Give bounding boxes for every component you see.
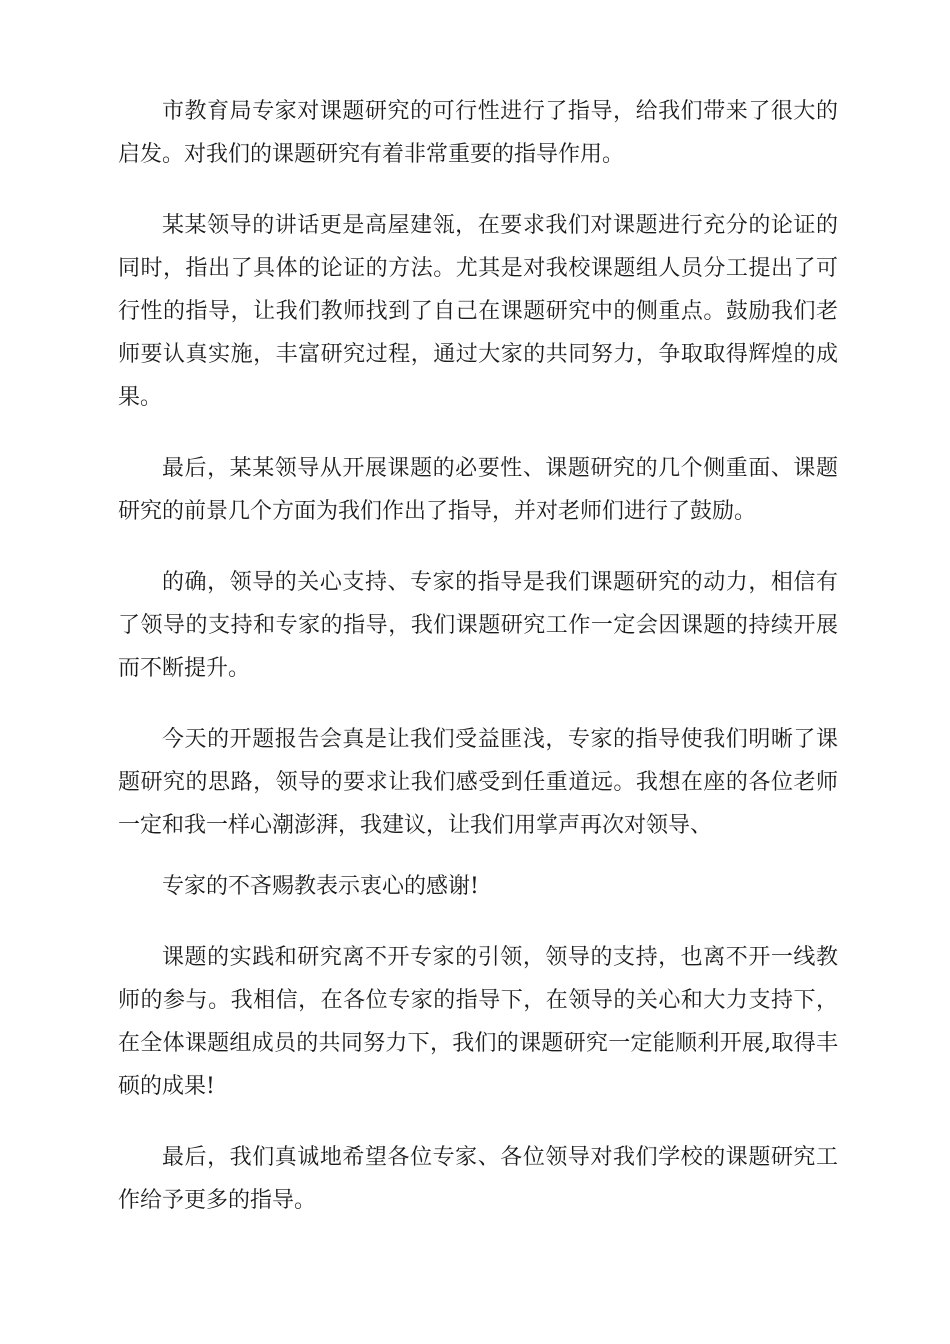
paragraph-4: 的确，领导的关心支持、专家的指导是我们课题研究的动力，相信有了领导的支持和专家的指导，我们课题研究工作一定会因课题的持续开展而不断提升。 xyxy=(118,570,838,681)
paragraph-8: 最后，我们真诚地希望各位专家、各位领导对我们学校的课题研究工作给予更多的指导。 xyxy=(118,1145,838,1213)
paragraph-2: 某某领导的讲话更是高屋建瓴，在要求我们对课题进行充分的论证的同时，指出了具体的论证的方法。尤其是对我校课题组人员分工提出了可行性的指导，让我们教师找到了自己在课题研究中的侧重点。鼓励我们老师要认真实施，丰富研究过程，通过大家的共同努力，争取取得辉煌的成果。 xyxy=(118,213,838,410)
paragraph-3: 最后，某某领导从开展课题的必要性、课题研究的几个侧重面、课题研究的前景几个方面为我们作出了指导，并对老师们进行了鼓励。 xyxy=(118,456,838,524)
paragraph-5: 今天的开题报告会真是让我们受益匪浅，专家的指导使我们明晰了课题研究的思路，领导的要求让我们感受到任重道远。我想在座的各位老师一定和我一样心潮澎湃，我建议，让我们用掌声再次对领导、 xyxy=(118,727,838,838)
paragraph-6: 专家的不吝赐教表示衷心的感谢! xyxy=(162,874,479,899)
document-body xyxy=(118,90,838,1250)
paragraph-1: 市教育局专家对课题研究的可行性进行了指导，给我们带来了很大的启发。对我们的课题研究有着非常重要的指导作用。 xyxy=(118,99,838,167)
paragraph-7: 课题的实践和研究离不开专家的引领，领导的支持，也离不开一线教师的参与。我相信，在各位专家的指导下，在领导的关心和大力支持下，在全体课题组成员的共同努力下，我们的课题研究一定能顺利开展,取得丰硕的成果! xyxy=(118,945,838,1099)
